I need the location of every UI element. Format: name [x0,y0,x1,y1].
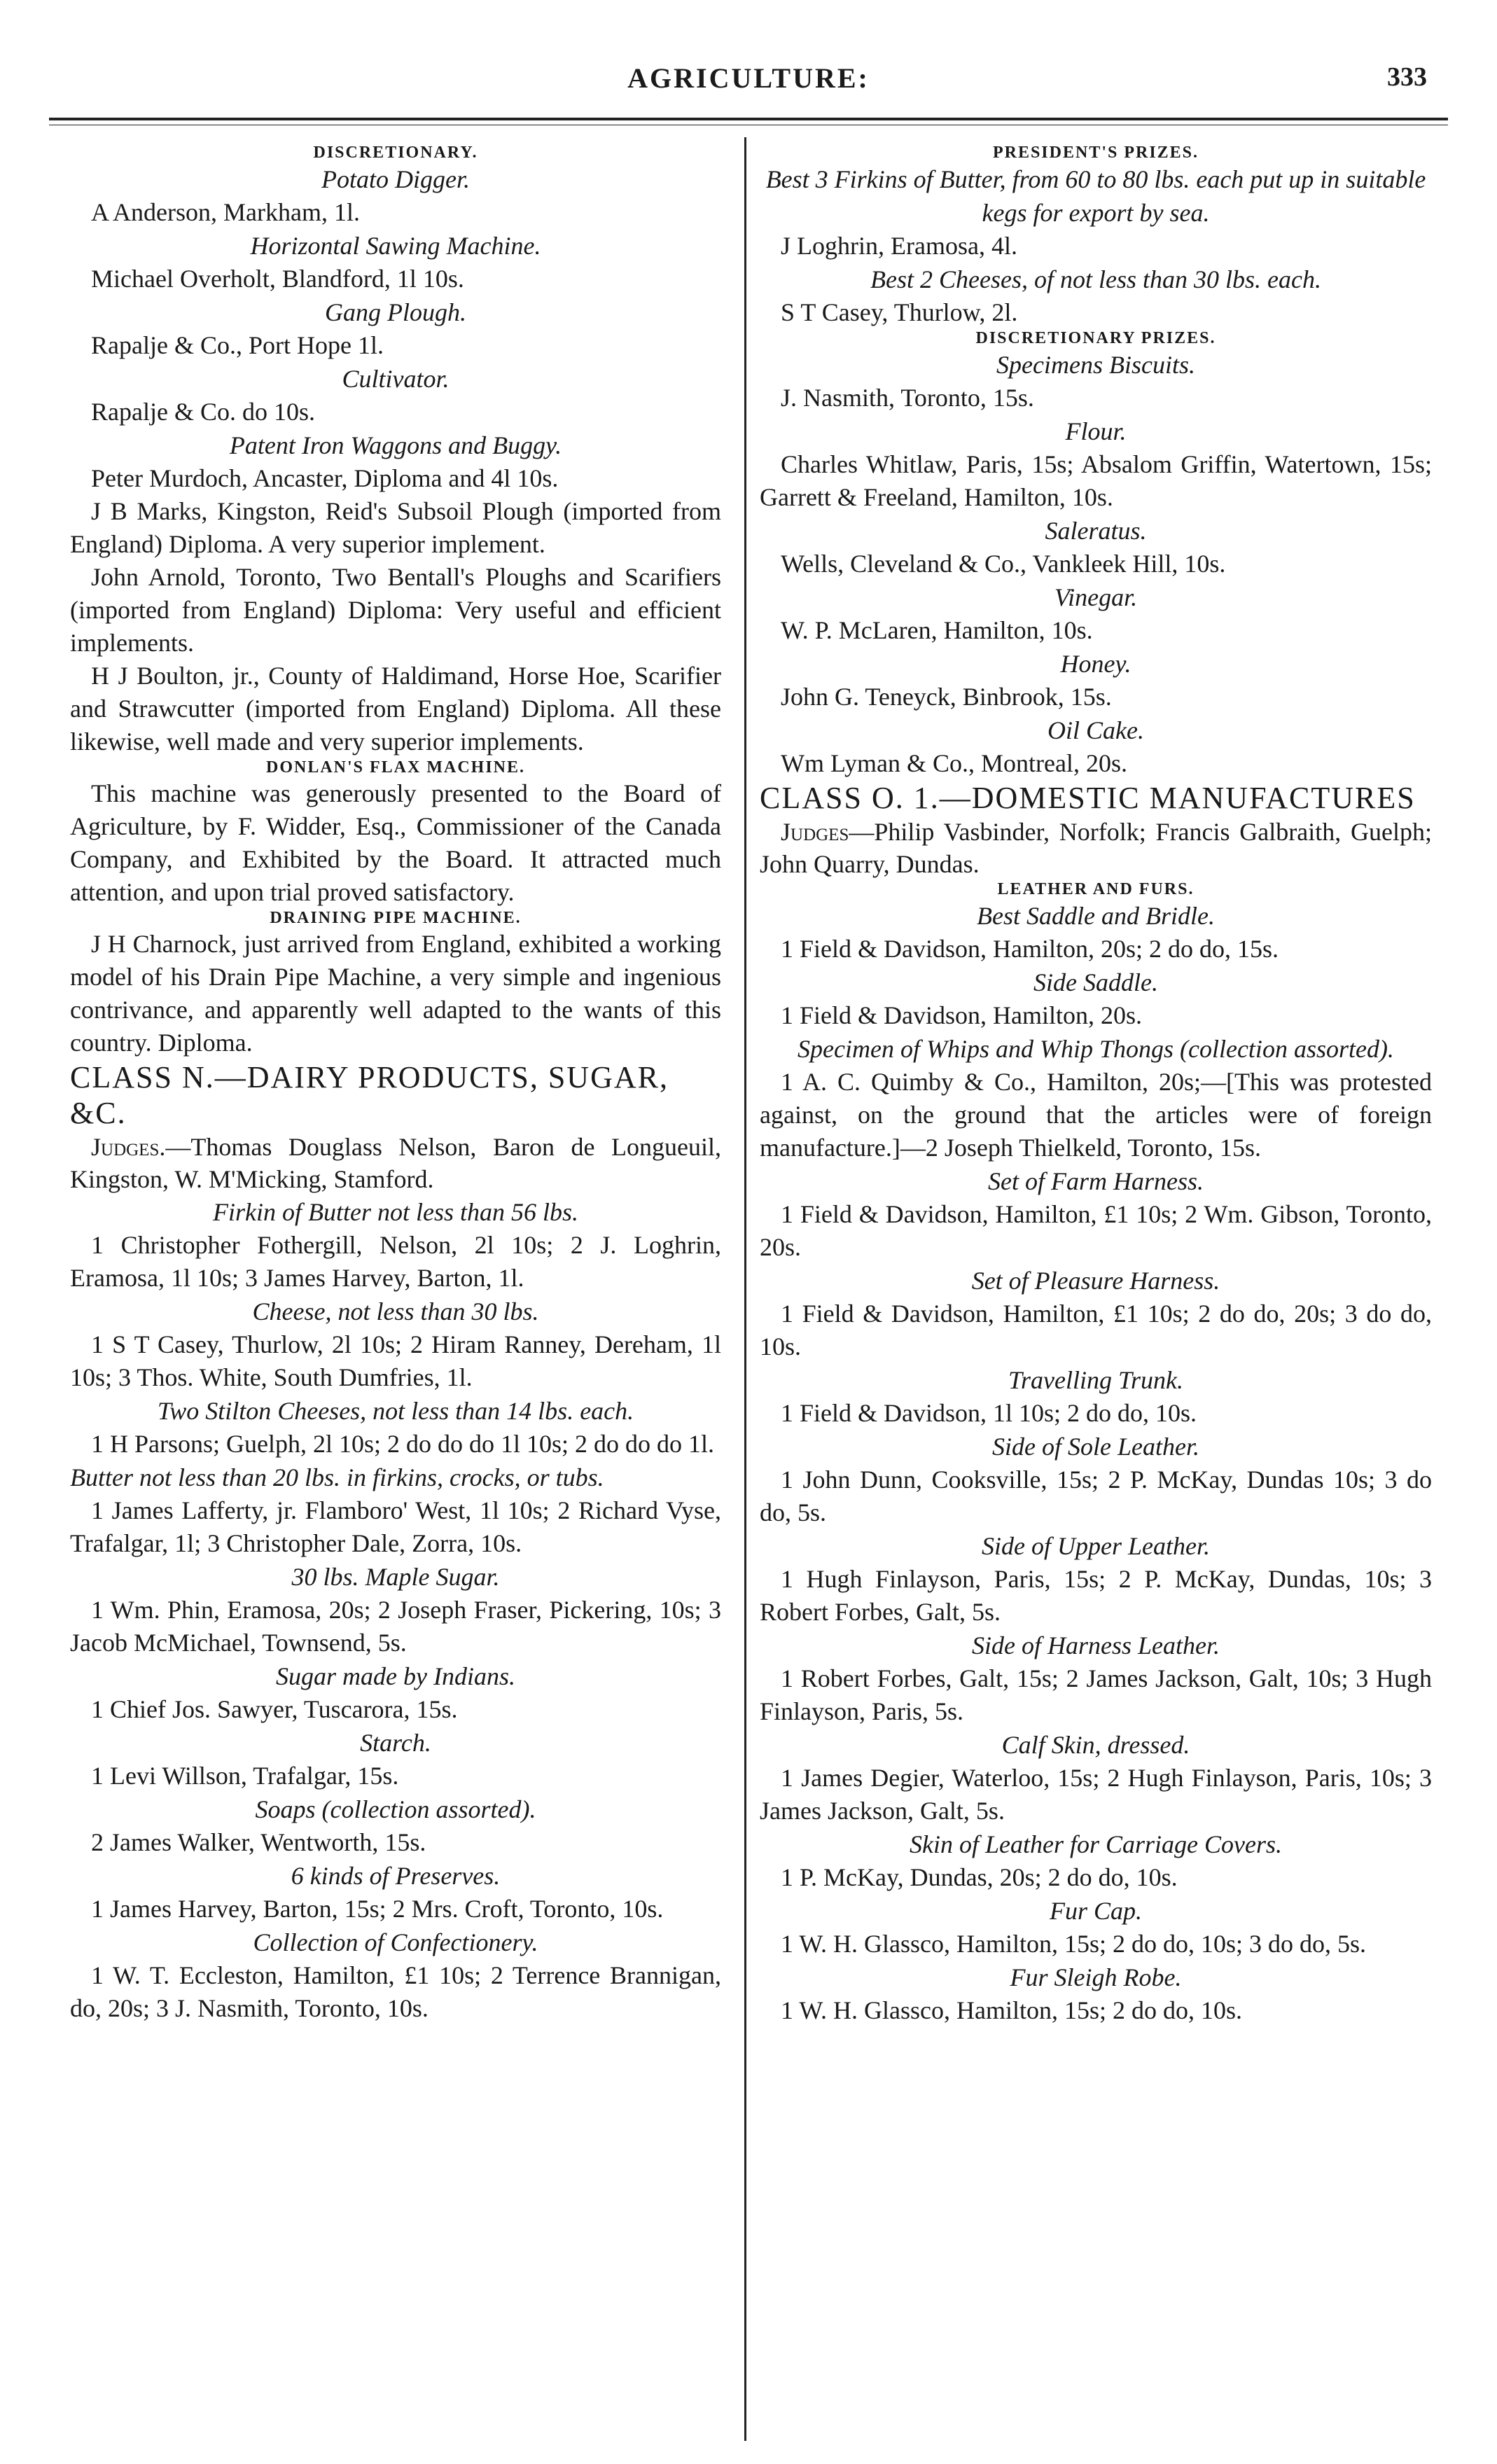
prize-category: 30 lbs. Maple Sugar. [291,1563,500,1591]
prize-category: Travelling Trunk. [1008,1366,1184,1394]
prize-category: Vinegar. [1054,583,1138,611]
class-heading: CLASS N.—DAIRY PRODUCTS, SUGAR, &C. [70,1060,669,1130]
prize-category: Collection of Confectionery. [253,1928,538,1956]
award-entry: 1 Chief Jos. Sawyer, Tuscarora, 15s. [91,1695,458,1723]
award-entry: This machine was generously presented to the Board of Agriculture, by F. Widder, Esq., Commissioner of the Canada Company, and Exhibited by the Board. It attracted much attention, and upon trial proved satisfactory. [70,779,721,906]
prize-category: Starch. [360,1729,431,1757]
prize-category: 6 kinds of Preserves. [291,1862,501,1890]
award-entry: J B Marks, Kingston, Reid's Subsoil Plough (imported from England) Diploma. A very superior implement. [70,497,721,558]
prize-category: Side of Sole Leather. [992,1433,1199,1461]
section-subheading: DRAINING PIPE MACHINE. [270,909,522,927]
award-entry: 1 S T Casey, Thurlow, 2l 10s; 2 Hiram Ranney, Dereham, 1l 10s; 3 Thos. White, South Dumfries, 1l. [70,1330,721,1391]
award-entry: J H Charnock, just arrived from England, exhibited a working model of his Drain Pipe Machine, a very simple and ingenious contrivance, and apparently well adapted to the wants of this country. Diploma. [70,930,721,1057]
award-entry: 1 W. H. Glassco, Hamilton, 15s; 2 do do, 10s. [781,1996,1243,2024]
award-entry: 1 Field & Davidson, Hamilton, 20s. [781,1001,1142,1029]
section-subheading: DISCRETIONARY. [313,144,478,162]
award-entry: 1 James Lafferty, jr. Flamboro' West, 1l 10s; 2 Richard Vyse, Trafalgar, 1l; 3 Christopher Dale, Zorra, 10s. [70,1496,721,1557]
judges-label: Judges [781,818,849,846]
award-entry: 1 Field & Davidson, Hamilton, £1 10s; 2 Wm. Gibson, Toronto, 20s. [760,1200,1432,1261]
prize-category: Sugar made by Indians. [276,1662,515,1690]
prize-category: Honey. [1060,650,1132,678]
prize-category: Side Saddle. [1033,968,1158,996]
award-entry: 1 Field & Davidson, 1l 10s; 2 do do, 10s. [781,1399,1197,1427]
award-entry: Rapalje & Co. do 10s. [91,398,315,426]
prize-category: Specimen of Whips and Whip Thongs (collection assorted). [798,1035,1394,1063]
award-entry: 1 James Harvey, Barton, 15s; 2 Mrs. Croft, Toronto, 10s. [91,1895,664,1923]
judges-names: —Philip Vasbinder, Norfolk; Francis Galbraith, Guelph; John Quarry, Dundas. [760,818,1432,878]
page-header [70,62,1427,111]
prize-category: Set of Farm Harness. [988,1167,1204,1195]
award-entry: 1 Field & Davidson, Hamilton, 20s; 2 do do, 15s. [781,935,1279,963]
prize-category: Horizontal Sawing Machine. [250,232,541,260]
prize-category: Oil Cake. [1047,716,1144,744]
prize-category: Firkin of Butter not less than 56 lbs. [213,1198,578,1226]
prize-category: Butter not less than 20 lbs. in firkins, crocks, or tubs. [70,1463,604,1491]
award-entry: S T Casey, Thurlow, 2l. [781,298,1018,326]
award-entry: John G. Teneyck, Binbrook, 15s. [781,683,1112,711]
judges-names: —Thomas Douglass Nelson, Baron de Longueuil, Kingston, W. M'Micking, Stamford. [70,1133,721,1193]
award-entry: W. P. McLaren, Hamilton, 10s. [781,616,1093,644]
running-title: AGRICULTURE: [627,62,870,94]
prize-category: Best 2 Cheeses, of not less than 30 lbs. each. [870,265,1321,293]
prize-category: Fur Cap. [1049,1897,1142,1925]
prize-category: Set of Pleasure Harness. [971,1267,1220,1295]
award-entry: 1 Wm. Phin, Eramosa, 20s; 2 Joseph Fraser, Pickering, 10s; 3 Jacob McMichael, Townsend, 5s. [70,1596,721,1657]
judges-line [70,1131,721,1195]
class-heading: CLASS O. 1.—DOMESTIC MANUFACTURES [760,781,1416,815]
prize-category: Calf Skin, dressed. [1001,1731,1190,1759]
award-entry: 1 W. T. Eccleston, Hamilton, £1 10s; 2 Terrence Brannigan, do, 20s; 3 J. Nasmith, Toronto, 10s. [70,1961,721,2022]
judges-line [760,816,1432,880]
section-subheading: DONLAN'S FLAX MACHINE. [265,758,525,777]
award-entry: 1 W. H. Glassco, Hamilton, 15s; 2 do do, 10s; 3 do do, 5s. [781,1930,1367,1958]
left-column [70,144,721,2025]
prize-category: Potato Digger. [321,165,470,193]
award-entry: Rapalje & Co., Port Hope 1l. [91,331,384,359]
prize-category: Fur Sleigh Robe. [1010,1963,1182,1991]
prize-category: Side of Upper Leather. [982,1532,1210,1560]
award-entry: John Arnold, Toronto, Two Bentall's Ploughs and Scarifiers (imported from England) Diploma: Very useful and efficient implements. [70,563,721,657]
prize-category: Best Saddle and Bridle. [977,902,1215,930]
award-entry: A Anderson, Markham, 1l. [91,198,360,226]
award-entry: Charles Whitlaw, Paris, 15s; Absalom Griffin, Watertown, 15s; Garrett & Freeland, Hamilton, 10s. [760,450,1432,511]
section-subheading: DISCRETIONARY PRIZES. [975,329,1216,347]
prize-category: Best 3 Firkins of Butter, from 60 to 80 lbs. each put up in suitable kegs for export by sea. [765,165,1426,227]
award-entry: Wm Lyman & Co., Montreal, 20s. [781,749,1127,777]
page-number: 333 [1387,62,1427,92]
prize-category: Skin of Leather for Carriage Covers. [910,1830,1282,1858]
prize-category: Flour. [1065,417,1127,445]
award-entry: Peter Murdoch, Ancaster, Diploma and 4l 10s. [91,464,559,492]
section-subheading: LEATHER AND FURS. [997,880,1195,898]
award-entry: 1 John Dunn, Cooksville, 15s; 2 P. McKay, Dundas 10s; 3 do do, 5s. [760,1466,1432,1526]
award-entry: 1 Hugh Finlayson, Paris, 15s; 2 P. McKay, Dundas, 10s; 3 Robert Forbes, Galt, 5s. [760,1565,1432,1626]
prize-category: Cultivator. [342,365,450,393]
right-column [760,144,1432,2027]
award-entry: 1 Robert Forbes, Galt, 15s; 2 James Jackson, Galt, 10s; 3 Hugh Finlayson, Paris, 5s. [760,1664,1432,1725]
award-entry: 2 James Walker, Wentworth, 15s. [91,1828,426,1856]
judges-label: Judges. [91,1133,166,1161]
award-entry: Wells, Cleveland & Co., Vankleek Hill, 10s. [781,550,1226,578]
prize-category: Gang Plough. [325,298,466,326]
award-entry: J. Nasmith, Toronto, 15s. [781,384,1034,412]
prize-category: Soaps (collection assorted). [255,1795,536,1823]
award-entry: 1 P. McKay, Dundas, 20s; 2 do do, 10s. [781,1863,1178,1891]
prize-category: Patent Iron Waggons and Buggy. [229,431,562,459]
section-subheading: PRESIDENT'S PRIZES. [992,144,1199,162]
award-entry: 1 Levi Willson, Trafalgar, 15s. [91,1762,399,1790]
prize-category: Side of Harness Leather. [972,1631,1220,1659]
award-entry: H J Boulton, jr., County of Haldimand, Horse Hoe, Scarifier and Strawcutter (imported from England) Diploma. All these likewise, well made and very superior implements. [70,662,721,756]
award-entry: 1 A. C. Quimby & Co., Hamilton, 20s;—[This was protested against, on the ground that the articles were of foreign manufacture.]—2 Joseph Thielkeld, Toronto, 15s. [760,1068,1432,1162]
award-entry: J Loghrin, Eramosa, 4l. [781,232,1017,260]
prize-category: Saleratus. [1045,517,1147,545]
header-rule [49,118,1448,120]
award-entry: 1 James Degier, Waterloo, 15s; 2 Hugh Finlayson, Paris, 10s; 3 James Jackson, Galt, 5s. [760,1764,1432,1825]
award-entry: Michael Overholt, Blandford, 1l 10s. [91,265,464,293]
column-divider [744,137,746,2441]
prize-category: Specimens Biscuits. [996,351,1195,379]
prize-category: Cheese, not less than 30 lbs. [252,1297,539,1325]
award-entry: 1 Field & Davidson, Hamilton, £1 10s; 2 do do, 20s; 3 do do, 10s. [760,1300,1432,1360]
award-entry: 1 Christopher Fothergill, Nelson, 2l 10s; 2 J. Loghrin, Eramosa, 1l 10s; 3 James Harvey, Barton, 1l. [70,1231,721,1292]
award-entry: 1 H Parsons; Guelph, 2l 10s; 2 do do do 1l 10s; 2 do do do 1l. [91,1430,715,1458]
prize-category: Two Stilton Cheeses, not less than 14 lbs. each. [157,1397,634,1425]
